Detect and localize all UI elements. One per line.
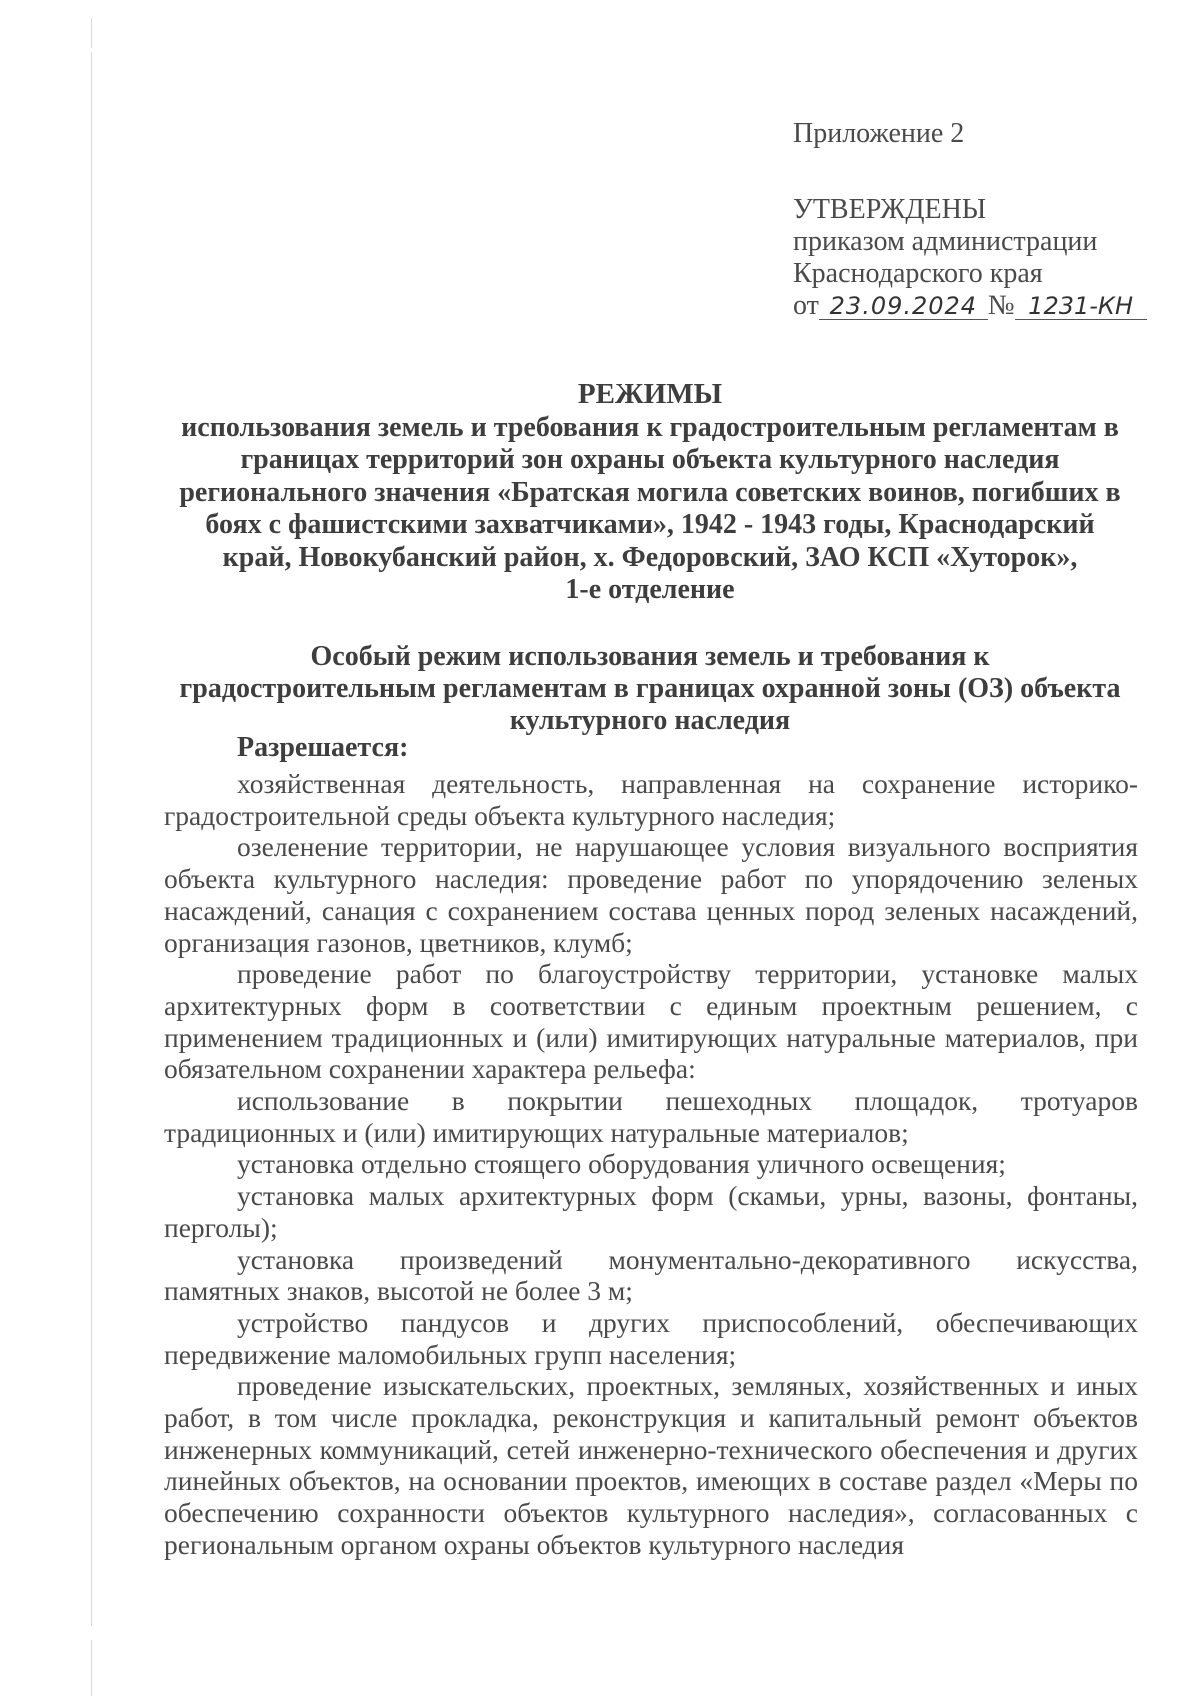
section-heading (160, 641, 1140, 737)
paragraph: установка отдельно стоящего оборудования уличного освещения; (237, 1148, 1006, 1180)
approved-label: УТВЕРЖДЕНЫ (793, 194, 987, 225)
title-main: РЕЖИМЫ (577, 378, 723, 410)
paragraph: использование в покрытии пешеходных площадок, тротуаров традиционных и (или) имитирующих натуральные материалов; (164, 1085, 1138, 1148)
order-date: 23.09.2024 (819, 293, 988, 320)
title-line: край, Новокубанский район, х. Федоровский, ЗАО КСП «Хуторок», (222, 541, 1078, 573)
title-line: границах территорий зон охраны объекта культурного наследия (240, 444, 1060, 475)
paragraph: проведение изыскательских, проектных, земляных, хозяйственных и иных работ, в том числе прокладка, реконструкция и капитальный ремонт объектов инженерных коммуникаций, сетей инженерно-технического обеспечения и других линейных объектов, на основании проектов, имеющих в составе раздел «Меры по обеспечению сохранности объектов культурного наследия», согласованных с региональным органом охраны объектов культурного наследия (164, 1370, 1138, 1560)
document-title (160, 378, 1140, 607)
approval-block (793, 118, 1147, 322)
paragraph: устройство пандусов и других приспособлений, обеспечивающих передвижение маломобильных групп населения; (164, 1306, 1138, 1370)
by-order-label: приказом администрации (793, 226, 1098, 257)
paragraph: хозяйственная деятельность, направленная на сохранение историко-градостроительной среды объекта культурного наследия; (164, 768, 1138, 831)
title-line: 1-е отделение (565, 574, 735, 605)
appendix-label: Приложение 2 (793, 118, 965, 149)
section-heading-line: культурного наследия (509, 705, 791, 736)
paragraph: озеленение территории, не нарушающее условия визуального восприятия объекта культурного наследия: проведение работ по упорядочению зеленых насаждений, санация с сохранением состава ценных пород зеленых насаждений, организация газонов, цветников, клумб; (164, 831, 1138, 958)
paragraph: проведение работ по благоустройству территории, установке малых архитектурных форм в соответствии с единым проектным решением, с применением традиционных и (или) имитирующих натуральные материалов, при обязательном сохранении характера рельефа: (164, 958, 1138, 1085)
left-margin-line (91, 52, 92, 1626)
allowed-label: Разрешается: (237, 732, 409, 763)
section-heading-line: Особый режим использования земель и требования к (310, 641, 990, 672)
region-label: Краснодарского края (793, 258, 1043, 289)
title-line: регионального значения «Братская могила советских воинов, погибших в (179, 476, 1121, 508)
body-text (164, 768, 1138, 1561)
from-prefix: от (793, 290, 819, 321)
title-line: использования земель и требования к градостроительным регламентам в (181, 411, 1119, 443)
order-reference (793, 290, 1147, 322)
section-heading-line: градостроительным регламентам в границах охранной зоны (ОЗ) объекта (179, 673, 1121, 704)
number-sign: № (987, 290, 1015, 321)
title-line: боях с фашистскими захватчиками», 1942 - 1943 годы, Краснодарский (205, 509, 1095, 540)
paragraph: установка произведений монументально-декоративного искусства, памятных знаков, высотой не более 3 м; (164, 1243, 1138, 1307)
left-margin-line (91, 18, 92, 48)
left-margin-line (91, 1640, 92, 1696)
order-number: 1231-КН (1015, 293, 1147, 320)
paragraph: установка малых архитектурных форм (скамьи, урны, вазоны, фонтаны, перголы); (164, 1180, 1138, 1243)
